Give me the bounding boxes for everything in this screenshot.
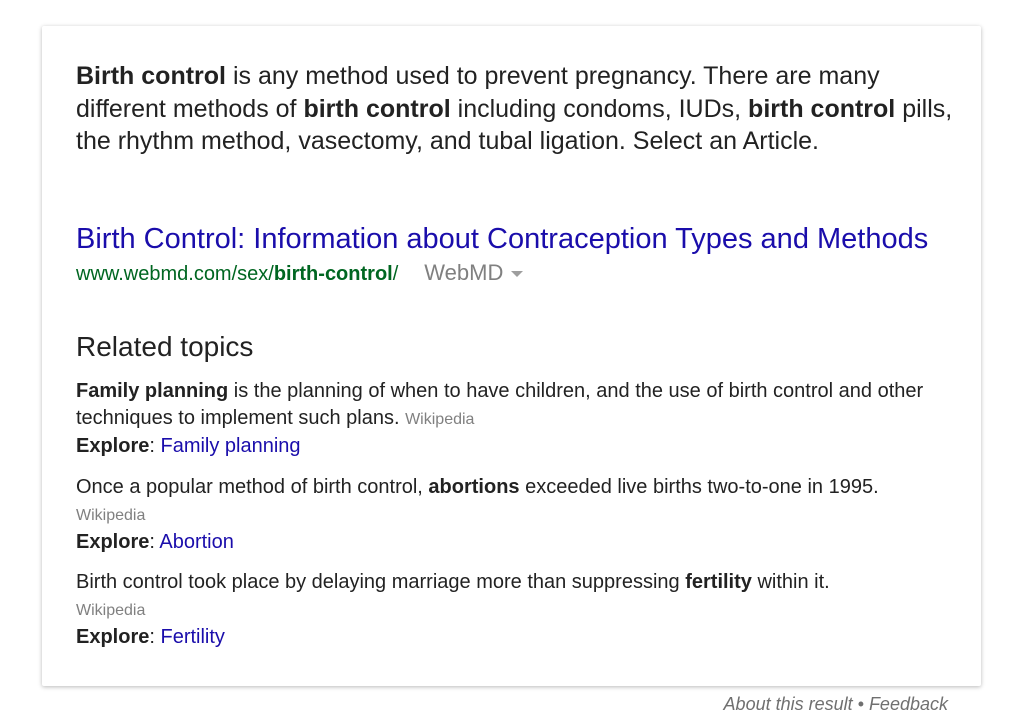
snippet-text-part: pills, the rhythm method, vasectomy, and tubal ligation. Select an Article.	[76, 94, 953, 155]
about-this-result-link[interactable]: About this result	[723, 694, 853, 714]
feedback-link[interactable]: Feedback	[868, 694, 948, 714]
snippet-bold-term: birth control	[748, 94, 896, 123]
result-url-row	[76, 260, 523, 287]
snippet-bold-term: birth control	[303, 94, 451, 123]
caret-down-icon[interactable]	[511, 271, 523, 277]
related-topic-item	[76, 569, 926, 651]
url-prefix: www.webmd.com/sex/	[76, 263, 274, 285]
topic-text-after: is the planning of when to have children, and the use of birth control and other techniques to implement such plans.	[76, 380, 924, 429]
topic-source: Wikipedia	[405, 411, 475, 428]
url-bold: birth-control	[273, 263, 393, 285]
result-url	[76, 263, 398, 285]
topic-bold-term: Family planning	[76, 380, 229, 402]
snippet-bold-term: Birth control	[76, 62, 226, 90]
explore-link-family-planning[interactable]: Family planning	[160, 435, 301, 457]
explore-colon: :	[149, 531, 160, 553]
url-suffix: /	[392, 263, 399, 285]
result-footer	[724, 693, 948, 715]
snippet-text-part: is any method used to prevent pregnancy. There are many different methods of	[76, 62, 880, 123]
result-title-link[interactable]: Birth Control: Information about Contraception Types and Methods	[76, 223, 929, 255]
explore-link-fertility[interactable]: Fertility	[160, 626, 225, 648]
topic-bold-term: fertility	[685, 571, 752, 593]
explore-colon: :	[149, 435, 161, 457]
featured-snippet-card	[42, 26, 981, 686]
result-source[interactable]: WebMD	[424, 260, 504, 285]
explore-label: Explore	[76, 435, 150, 457]
explore-link-abortion[interactable]: Abortion	[159, 531, 234, 553]
snippet-text-part: including condoms, IUDs,	[450, 94, 749, 123]
explore-label: Explore	[76, 626, 150, 648]
snippet-text	[76, 60, 956, 158]
topic-text-before: Birth control took place by delaying marriage more than suppressing	[76, 571, 686, 593]
related-topic-item	[76, 378, 926, 460]
topic-text-before: Once a popular method of birth control,	[76, 476, 429, 498]
topic-text-after: within it.	[751, 571, 830, 593]
topic-text-after: exceeded live births two-to-one in 1995.	[519, 476, 879, 498]
related-topic-item	[76, 474, 926, 556]
topic-bold-term: abortions	[428, 476, 520, 498]
footer-separator: •	[852, 694, 869, 714]
topic-source: Wikipedia	[76, 602, 146, 619]
explore-colon: :	[149, 626, 161, 648]
related-topics-heading: Related topics	[76, 331, 254, 362]
topic-source: Wikipedia	[76, 507, 146, 524]
explore-label: Explore	[76, 531, 150, 553]
